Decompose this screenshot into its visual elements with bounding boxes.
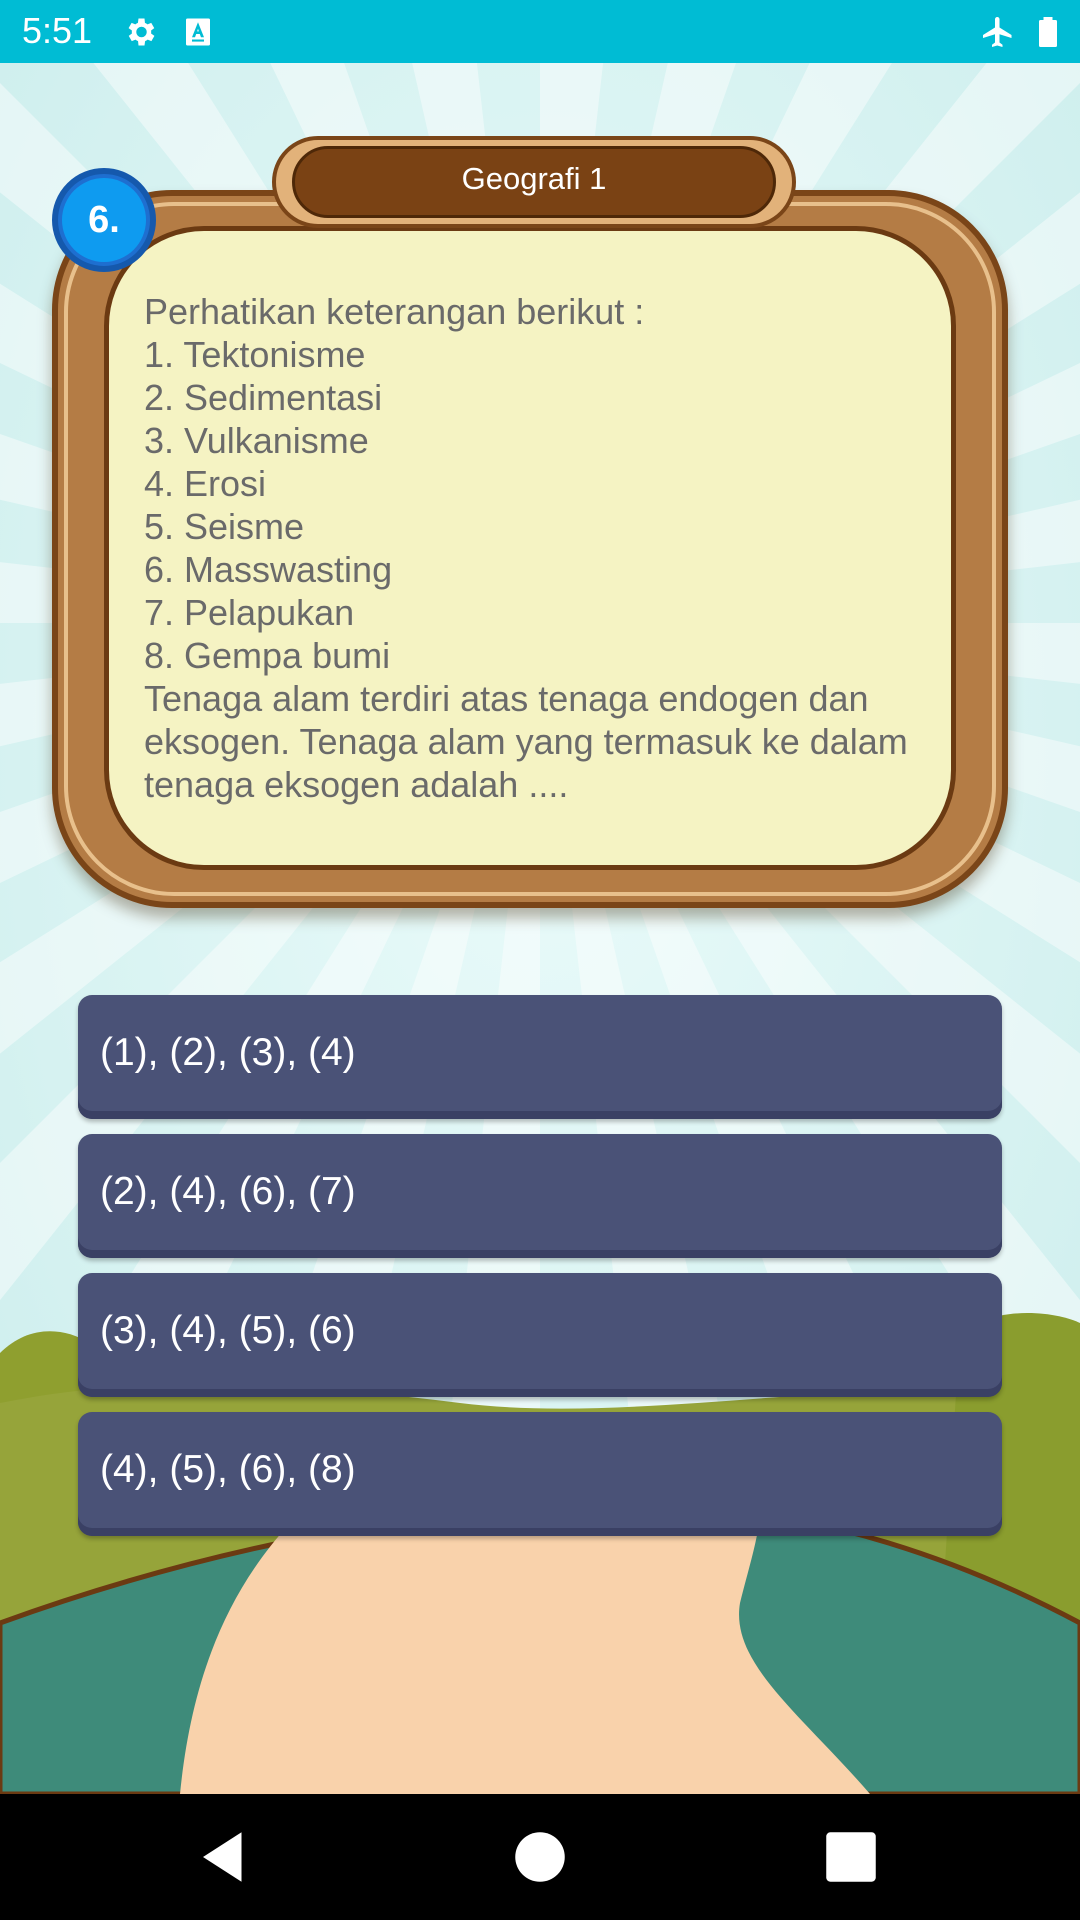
answer-option-4[interactable]: (4), (5), (6), (8) xyxy=(78,1412,1002,1536)
status-time: 5:51 xyxy=(22,10,93,51)
status-bar xyxy=(0,0,1080,63)
airplane-icon xyxy=(980,14,1016,50)
text-a-icon xyxy=(180,14,216,50)
recents-icon[interactable] xyxy=(818,1824,884,1890)
question-line: 5. Seisme xyxy=(144,506,305,547)
question-line: 2. Sedimentasi xyxy=(144,377,383,418)
question-line: tenaga eksogen adalah .... xyxy=(144,764,569,805)
question-text xyxy=(144,290,944,806)
question-line: 3. Vulkanisme xyxy=(144,420,369,461)
question-line: 6. Masswasting xyxy=(144,549,393,590)
question-line: Tenaga alam terdiri atas tenaga endogen dan xyxy=(144,678,869,719)
answer-option-3[interactable]: (3), (4), (5), (6) xyxy=(78,1273,1002,1397)
answer-option-2[interactable]: (2), (4), (6), (7) xyxy=(78,1134,1002,1258)
question-number: 6. xyxy=(88,199,120,241)
question-line: Perhatikan keterangan berikut : xyxy=(144,291,645,332)
question-line: 8. Gempa bumi xyxy=(144,635,391,676)
back-icon[interactable] xyxy=(192,1824,258,1890)
question-line: 4. Erosi xyxy=(144,463,267,504)
question-line: 1. Tektonisme xyxy=(144,334,366,375)
gear-icon xyxy=(122,14,158,50)
subject-title: Geografi 1 xyxy=(461,161,607,196)
navigation-bar xyxy=(0,1794,1080,1920)
battery-icon xyxy=(1030,14,1066,50)
home-icon[interactable] xyxy=(507,1824,573,1890)
question-line: 7. Pelapukan xyxy=(144,592,355,633)
question-line: eksogen. Tenaga alam yang termasuk ke dalam xyxy=(144,721,908,762)
answer-option-1[interactable]: (1), (2), (3), (4) xyxy=(78,995,1002,1119)
